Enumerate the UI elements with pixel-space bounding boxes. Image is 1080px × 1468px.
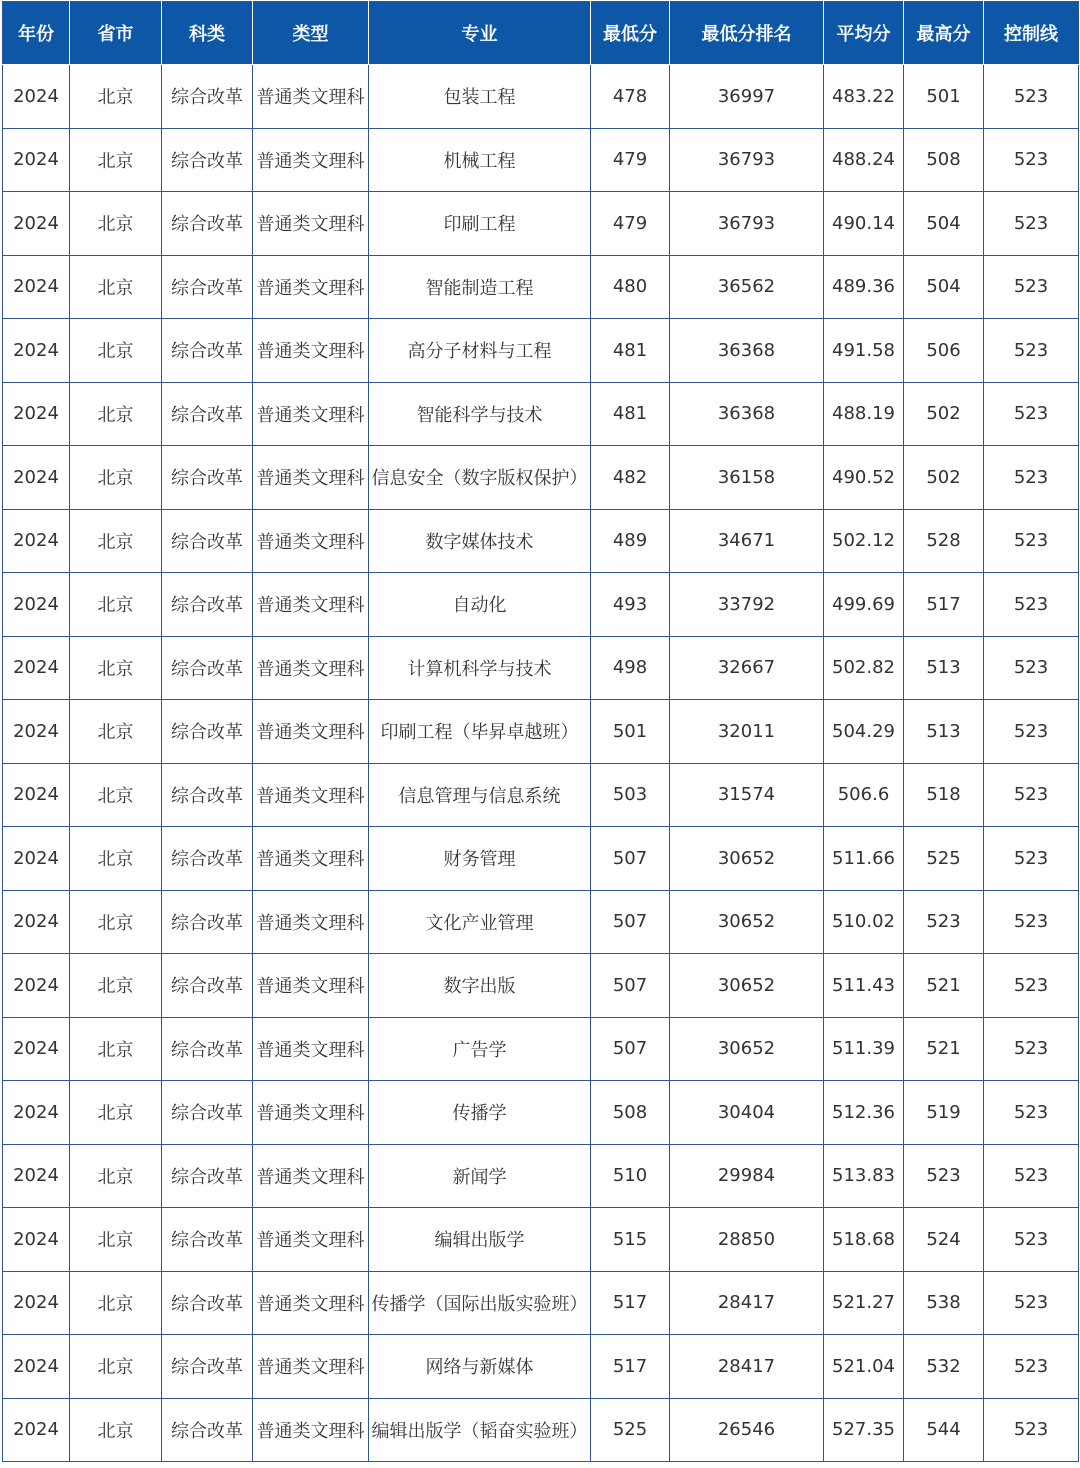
cell-min-score-rank: 28417 (670, 1335, 824, 1399)
cell-province: 北京 (70, 192, 162, 256)
cell-major: 广告学 (369, 1017, 591, 1081)
cell-subject-category: 综合改革 (162, 65, 253, 129)
cell-type: 普通类文理科 (253, 636, 369, 700)
cell-avg-score: 518.68 (824, 1208, 904, 1272)
cell-province: 北京 (70, 636, 162, 700)
cell-avg-score: 488.19 (824, 382, 904, 446)
cell-subject-category: 综合改革 (162, 763, 253, 827)
cell-subject-category: 综合改革 (162, 890, 253, 954)
cell-subject-category: 综合改革 (162, 319, 253, 383)
table-row (3, 636, 1079, 700)
cell-control-line: 523 (984, 763, 1079, 827)
cell-type: 普通类文理科 (253, 1271, 369, 1335)
cell-control-line: 523 (984, 192, 1079, 256)
table-row (3, 1398, 1079, 1462)
cell-avg-score: 511.39 (824, 1017, 904, 1081)
cell-type: 普通类文理科 (253, 1017, 369, 1081)
cell-min-score: 507 (591, 954, 670, 1018)
cell-type: 普通类文理科 (253, 1144, 369, 1208)
cell-min-score-rank: 32011 (670, 700, 824, 764)
cell-control-line: 523 (984, 382, 1079, 446)
cell-type: 普通类文理科 (253, 65, 369, 129)
header-province: 省市 (70, 2, 162, 65)
cell-min-score: 515 (591, 1208, 670, 1272)
cell-avg-score: 506.6 (824, 763, 904, 827)
cell-control-line: 523 (984, 890, 1079, 954)
cell-major: 高分子材料与工程 (369, 319, 591, 383)
cell-year: 2024 (3, 1271, 70, 1335)
cell-year: 2024 (3, 255, 70, 319)
cell-max-score: 523 (904, 890, 984, 954)
cell-year: 2024 (3, 827, 70, 891)
cell-province: 北京 (70, 1208, 162, 1272)
cell-avg-score: 512.36 (824, 1081, 904, 1145)
cell-min-score-rank: 34671 (670, 509, 824, 573)
cell-control-line: 523 (984, 1144, 1079, 1208)
cell-province: 北京 (70, 65, 162, 129)
cell-year: 2024 (3, 1208, 70, 1272)
cell-min-score: 498 (591, 636, 670, 700)
table-row (3, 128, 1079, 192)
cell-min-score: 478 (591, 65, 670, 129)
cell-min-score: 517 (591, 1335, 670, 1399)
cell-control-line: 523 (984, 65, 1079, 129)
cell-major: 印刷工程（毕昇卓越班） (369, 700, 591, 764)
cell-avg-score: 490.52 (824, 446, 904, 510)
cell-control-line: 523 (984, 1081, 1079, 1145)
cell-control-line: 523 (984, 128, 1079, 192)
cell-year: 2024 (3, 128, 70, 192)
cell-min-score: 482 (591, 446, 670, 510)
cell-max-score: 513 (904, 636, 984, 700)
cell-major: 包装工程 (369, 65, 591, 129)
cell-major: 信息管理与信息系统 (369, 763, 591, 827)
cell-subject-category: 综合改革 (162, 827, 253, 891)
cell-avg-score: 510.02 (824, 890, 904, 954)
cell-major: 数字媒体技术 (369, 509, 591, 573)
cell-subject-category: 综合改革 (162, 192, 253, 256)
header-subject-category: 科类 (162, 2, 253, 65)
cell-province: 北京 (70, 319, 162, 383)
cell-type: 普通类文理科 (253, 255, 369, 319)
cell-max-score: 518 (904, 763, 984, 827)
cell-max-score: 504 (904, 255, 984, 319)
table-row (3, 65, 1079, 129)
cell-min-score-rank: 28850 (670, 1208, 824, 1272)
cell-province: 北京 (70, 1271, 162, 1335)
cell-province: 北京 (70, 954, 162, 1018)
cell-year: 2024 (3, 763, 70, 827)
cell-avg-score: 513.83 (824, 1144, 904, 1208)
cell-province: 北京 (70, 382, 162, 446)
cell-control-line: 523 (984, 1398, 1079, 1462)
cell-province: 北京 (70, 1335, 162, 1399)
cell-year: 2024 (3, 446, 70, 510)
cell-min-score-rank: 32667 (670, 636, 824, 700)
cell-province: 北京 (70, 1144, 162, 1208)
table-row (3, 1271, 1079, 1335)
cell-max-score: 524 (904, 1208, 984, 1272)
cell-year: 2024 (3, 890, 70, 954)
table-row (3, 446, 1079, 510)
cell-min-score: 507 (591, 1017, 670, 1081)
header-control-line: 控制线 (984, 2, 1079, 65)
cell-max-score: 501 (904, 65, 984, 129)
cell-max-score: 532 (904, 1335, 984, 1399)
cell-major: 传播学 (369, 1081, 591, 1145)
cell-control-line: 523 (984, 954, 1079, 1018)
admission-score-table (2, 1, 1079, 1462)
cell-subject-category: 综合改革 (162, 1081, 253, 1145)
cell-min-score-rank: 33792 (670, 573, 824, 637)
table-row (3, 1144, 1079, 1208)
cell-min-score: 508 (591, 1081, 670, 1145)
cell-province: 北京 (70, 1017, 162, 1081)
cell-subject-category: 综合改革 (162, 1208, 253, 1272)
cell-max-score: 523 (904, 1144, 984, 1208)
cell-min-score: 503 (591, 763, 670, 827)
cell-control-line: 523 (984, 1271, 1079, 1335)
cell-type: 普通类文理科 (253, 128, 369, 192)
cell-type: 普通类文理科 (253, 1398, 369, 1462)
cell-major: 智能科学与技术 (369, 382, 591, 446)
cell-avg-score: 491.58 (824, 319, 904, 383)
cell-province: 北京 (70, 890, 162, 954)
cell-max-score: 528 (904, 509, 984, 573)
cell-min-score-rank: 30652 (670, 1017, 824, 1081)
cell-min-score: 501 (591, 700, 670, 764)
cell-major: 新闻学 (369, 1144, 591, 1208)
cell-subject-category: 综合改革 (162, 446, 253, 510)
cell-year: 2024 (3, 1144, 70, 1208)
cell-type: 普通类文理科 (253, 1208, 369, 1272)
cell-min-score-rank: 30652 (670, 890, 824, 954)
cell-year: 2024 (3, 1017, 70, 1081)
cell-subject-category: 综合改革 (162, 1017, 253, 1081)
cell-subject-category: 综合改革 (162, 128, 253, 192)
header-min-score-rank: 最低分排名 (670, 2, 824, 65)
cell-subject-category: 综合改革 (162, 1335, 253, 1399)
cell-year: 2024 (3, 382, 70, 446)
cell-type: 普通类文理科 (253, 319, 369, 383)
table-row (3, 382, 1079, 446)
cell-control-line: 523 (984, 319, 1079, 383)
cell-avg-score: 521.04 (824, 1335, 904, 1399)
cell-avg-score: 511.43 (824, 954, 904, 1018)
cell-type: 普通类文理科 (253, 446, 369, 510)
cell-province: 北京 (70, 573, 162, 637)
cell-control-line: 523 (984, 573, 1079, 637)
cell-control-line: 523 (984, 1335, 1079, 1399)
cell-major: 印刷工程 (369, 192, 591, 256)
cell-min-score: 493 (591, 573, 670, 637)
cell-type: 普通类文理科 (253, 1335, 369, 1399)
cell-major: 网络与新媒体 (369, 1335, 591, 1399)
cell-subject-category: 综合改革 (162, 636, 253, 700)
cell-control-line: 523 (984, 700, 1079, 764)
cell-year: 2024 (3, 636, 70, 700)
cell-type: 普通类文理科 (253, 1081, 369, 1145)
cell-subject-category: 综合改革 (162, 573, 253, 637)
cell-major: 机械工程 (369, 128, 591, 192)
table-row (3, 319, 1079, 383)
cell-min-score: 479 (591, 128, 670, 192)
cell-year: 2024 (3, 509, 70, 573)
cell-avg-score: 499.69 (824, 573, 904, 637)
cell-min-score-rank: 30652 (670, 827, 824, 891)
cell-province: 北京 (70, 446, 162, 510)
header-major: 专业 (369, 2, 591, 65)
cell-province: 北京 (70, 255, 162, 319)
cell-max-score: 513 (904, 700, 984, 764)
table-row (3, 890, 1079, 954)
cell-max-score: 502 (904, 382, 984, 446)
cell-subject-category: 综合改革 (162, 954, 253, 1018)
cell-max-score: 544 (904, 1398, 984, 1462)
cell-year: 2024 (3, 954, 70, 1018)
cell-min-score: 481 (591, 382, 670, 446)
header-min-score: 最低分 (591, 2, 670, 65)
cell-min-score-rank: 26546 (670, 1398, 824, 1462)
cell-type: 普通类文理科 (253, 827, 369, 891)
cell-type: 普通类文理科 (253, 192, 369, 256)
cell-avg-score: 502.82 (824, 636, 904, 700)
cell-type: 普通类文理科 (253, 573, 369, 637)
cell-subject-category: 综合改革 (162, 509, 253, 573)
cell-subject-category: 综合改革 (162, 382, 253, 446)
table-row (3, 573, 1079, 637)
cell-avg-score: 504.29 (824, 700, 904, 764)
cell-major: 信息安全（数字版权保护） (369, 446, 591, 510)
cell-min-score: 525 (591, 1398, 670, 1462)
cell-control-line: 523 (984, 509, 1079, 573)
cell-avg-score: 483.22 (824, 65, 904, 129)
cell-control-line: 523 (984, 827, 1079, 891)
cell-province: 北京 (70, 1398, 162, 1462)
table-row (3, 1208, 1079, 1272)
cell-subject-category: 综合改革 (162, 1398, 253, 1462)
table-row (3, 1017, 1079, 1081)
cell-year: 2024 (3, 573, 70, 637)
cell-max-score: 502 (904, 446, 984, 510)
cell-max-score: 521 (904, 1017, 984, 1081)
table-row (3, 1081, 1079, 1145)
cell-type: 普通类文理科 (253, 700, 369, 764)
cell-major: 智能制造工程 (369, 255, 591, 319)
cell-year: 2024 (3, 319, 70, 383)
cell-major: 编辑出版学（韬奋实验班） (369, 1398, 591, 1462)
cell-avg-score: 502.12 (824, 509, 904, 573)
cell-min-score-rank: 36793 (670, 192, 824, 256)
cell-avg-score: 527.35 (824, 1398, 904, 1462)
cell-min-score-rank: 36997 (670, 65, 824, 129)
cell-avg-score: 488.24 (824, 128, 904, 192)
cell-min-score: 510 (591, 1144, 670, 1208)
cell-type: 普通类文理科 (253, 509, 369, 573)
cell-max-score: 506 (904, 319, 984, 383)
cell-min-score-rank: 30404 (670, 1081, 824, 1145)
cell-control-line: 523 (984, 255, 1079, 319)
cell-avg-score: 490.14 (824, 192, 904, 256)
cell-min-score: 517 (591, 1271, 670, 1335)
cell-type: 普通类文理科 (253, 763, 369, 827)
cell-min-score-rank: 30652 (670, 954, 824, 1018)
header-max-score: 最高分 (904, 2, 984, 65)
table-row (3, 827, 1079, 891)
header-type: 类型 (253, 2, 369, 65)
cell-min-score-rank: 29984 (670, 1144, 824, 1208)
cell-subject-category: 综合改革 (162, 1144, 253, 1208)
cell-type: 普通类文理科 (253, 382, 369, 446)
cell-year: 2024 (3, 1335, 70, 1399)
cell-min-score: 489 (591, 509, 670, 573)
cell-year: 2024 (3, 65, 70, 129)
cell-avg-score: 489.36 (824, 255, 904, 319)
table-row (3, 954, 1079, 1018)
cell-min-score-rank: 31574 (670, 763, 824, 827)
cell-subject-category: 综合改革 (162, 255, 253, 319)
cell-control-line: 523 (984, 1208, 1079, 1272)
cell-min-score-rank: 28417 (670, 1271, 824, 1335)
cell-max-score: 521 (904, 954, 984, 1018)
cell-max-score: 538 (904, 1271, 984, 1335)
cell-major: 文化产业管理 (369, 890, 591, 954)
cell-province: 北京 (70, 827, 162, 891)
cell-max-score: 504 (904, 192, 984, 256)
header-avg-score: 平均分 (824, 2, 904, 65)
cell-avg-score: 521.27 (824, 1271, 904, 1335)
cell-major: 财务管理 (369, 827, 591, 891)
table-row (3, 192, 1079, 256)
cell-type: 普通类文理科 (253, 890, 369, 954)
table-row (3, 255, 1079, 319)
cell-year: 2024 (3, 1081, 70, 1145)
score-table-container (2, 1, 1078, 1462)
cell-province: 北京 (70, 128, 162, 192)
cell-min-score-rank: 36562 (670, 255, 824, 319)
cell-control-line: 523 (984, 1017, 1079, 1081)
table-body (3, 65, 1079, 1462)
cell-province: 北京 (70, 763, 162, 827)
cell-major: 编辑出版学 (369, 1208, 591, 1272)
cell-subject-category: 综合改革 (162, 1271, 253, 1335)
cell-min-score: 480 (591, 255, 670, 319)
cell-max-score: 508 (904, 128, 984, 192)
cell-province: 北京 (70, 700, 162, 764)
cell-control-line: 523 (984, 446, 1079, 510)
cell-min-score: 507 (591, 827, 670, 891)
cell-max-score: 525 (904, 827, 984, 891)
table-row (3, 1335, 1079, 1399)
cell-major: 计算机科学与技术 (369, 636, 591, 700)
cell-province: 北京 (70, 509, 162, 573)
cell-min-score-rank: 36368 (670, 382, 824, 446)
cell-max-score: 519 (904, 1081, 984, 1145)
cell-province: 北京 (70, 1081, 162, 1145)
cell-max-score: 517 (904, 573, 984, 637)
cell-year: 2024 (3, 700, 70, 764)
cell-min-score-rank: 36793 (670, 128, 824, 192)
cell-major: 自动化 (369, 573, 591, 637)
cell-min-score: 481 (591, 319, 670, 383)
cell-major: 传播学（国际出版实验班） (369, 1271, 591, 1335)
cell-min-score-rank: 36368 (670, 319, 824, 383)
table-row (3, 509, 1079, 573)
table-row (3, 700, 1079, 764)
cell-avg-score: 511.66 (824, 827, 904, 891)
table-row (3, 763, 1079, 827)
cell-min-score: 479 (591, 192, 670, 256)
cell-type: 普通类文理科 (253, 954, 369, 1018)
cell-min-score-rank: 36158 (670, 446, 824, 510)
cell-year: 2024 (3, 192, 70, 256)
cell-control-line: 523 (984, 636, 1079, 700)
cell-min-score: 507 (591, 890, 670, 954)
header-year: 年份 (3, 2, 70, 65)
cell-subject-category: 综合改革 (162, 700, 253, 764)
table-header-row (3, 2, 1079, 65)
cell-year: 2024 (3, 1398, 70, 1462)
cell-major: 数字出版 (369, 954, 591, 1018)
